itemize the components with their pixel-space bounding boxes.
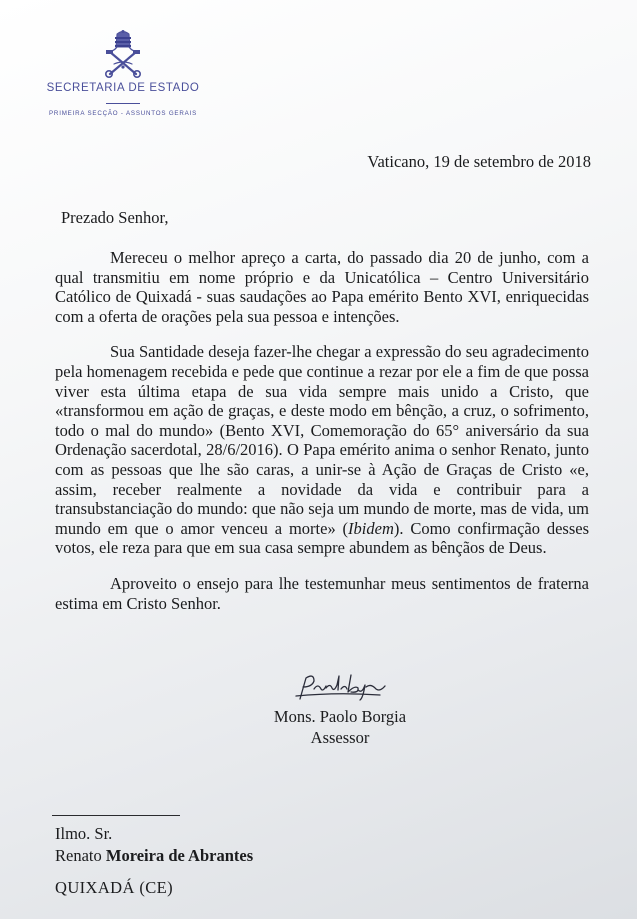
letterhead-divider [106, 103, 140, 104]
letter-body [55, 248, 589, 629]
addressee-surname: Moreira de Abrantes [105, 846, 254, 865]
office-section: PRIMEIRA SECÇÃO - ASSUNTOS GERAIS [49, 110, 197, 117]
salutation: Prezado Senhor, [61, 208, 169, 227]
addressee-block [55, 823, 253, 867]
addressee-honorific: Ilmo. Sr. [55, 824, 113, 843]
paragraph-2-text: Sua Santidade deseja fazer-lhe chegar a expressão do seu agradecimento pela homenagem recebida e pede que continue a rezar por ele a fim de que possa viver esta última etapa de sua vida sempre mais unido a Cristo, que «transformou em ação de graças, e deste modo em bênção, a cruz, o sofrimento, todo o mal do mundo» (Bento XVI, Comemoração do 65° aniversário da sua Ordenação sacerdotal, 28/6/2016). O Papa emérito anima o senhor Renato, junto com as pessoas que lhe são caras, a unir-se à Ação de Graças de Cristo «e, assim, receber realmente a novidade da vida e contribuir para a transubstanciação do mundo: que não seja um mundo de morte, mas de vida, um mundo em que o amor venceu a morte» ( [55, 342, 589, 538]
ibidem-citation: Ibidem [348, 518, 394, 538]
paragraph-2-ending: ). Como confirmação desses votos, ele reza para que em sua casa sempre abundem as bênçãos de Deus. [55, 518, 589, 558]
signatory-name: Mons. Paolo Borgia [273, 707, 407, 726]
signature-block [240, 672, 440, 748]
paragraph-2 [55, 342, 589, 558]
addressee-divider [52, 815, 180, 816]
handwritten-signature [292, 672, 388, 702]
paragraph-1: Mereceu o melhor apreço a carta, do passado dia 20 de junho, com a qual transmitiu em nome próprio e da Unicatólica – Centro Universitário Católico de Quixadá - suas saudações ao Papa emérito Bento XVI, enriquecidas com a oferta de orações pela sua pessoa e intenções. [55, 248, 589, 326]
papal-coat-of-arms-icon [100, 30, 146, 78]
letterhead [28, 30, 218, 117]
signatory-title: Assessor [310, 728, 370, 747]
dateline: Vaticano, 19 de setembro de 2018 [367, 152, 591, 171]
paragraph-3: Aproveito o ensejo para lhe testemunhar meus sentimentos de fraterna estima em Cristo Senhor. [55, 573, 589, 613]
addressee-city: QUIXADÁ (CE) [55, 878, 173, 897]
addressee-name [55, 845, 253, 867]
addressee-first-name: Renato [55, 846, 102, 865]
office-name: SECRETARIA DE ESTADO [46, 82, 200, 94]
